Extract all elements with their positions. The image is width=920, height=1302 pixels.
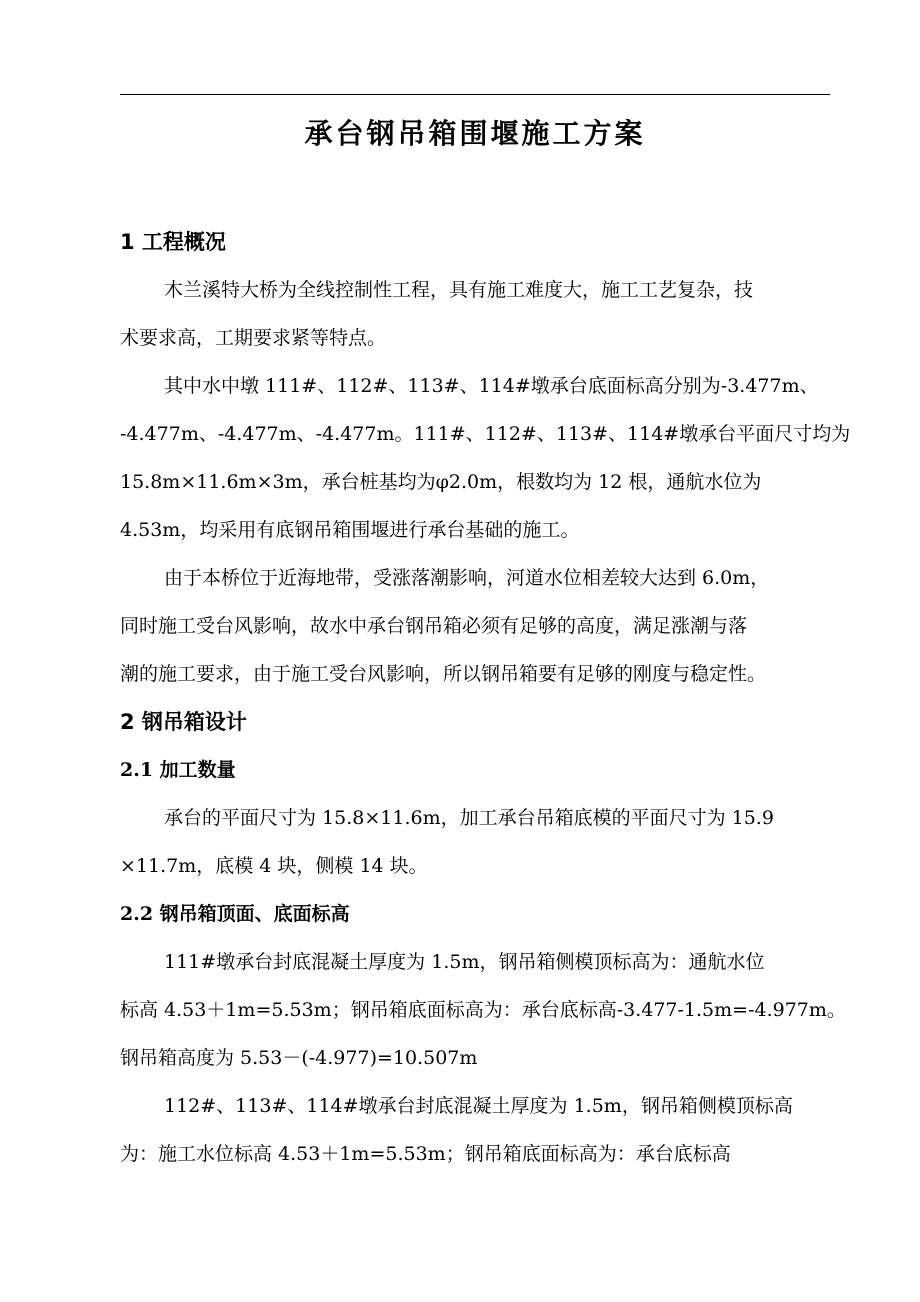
text-line: 112#、113#、114#墩承台封底混凝土厚度为 1.5m，钢吊箱侧模顶标高 bbox=[164, 1095, 793, 1117]
document-title: 承台钢吊箱围堰施工方案 bbox=[304, 117, 646, 150]
text-line: 为：施工水位标高 4.53＋1m=5.53m；钢吊箱底面标高为：承台底标高 bbox=[120, 1143, 731, 1165]
text-line: 标高 4.53＋1m=5.53m；钢吊箱底面标高为：承台底标高-3.477-1.5m=-4.977m。 bbox=[120, 999, 846, 1021]
text-line: ×11.7m，底模 4 块，侧模 14 块。 bbox=[120, 855, 428, 877]
subsection-heading-quantity: 2.1 加工数量 bbox=[120, 759, 236, 781]
text-line: -4.477m、-4.477m、-4.477m。111#、112#、113#、114#墩承台平面尺寸均为 bbox=[120, 423, 851, 445]
subsection-heading-elevation: 2.2 钢吊箱顶面、底面标高 bbox=[120, 903, 350, 925]
section-heading-overview: 1 工程概况 bbox=[120, 230, 226, 254]
paragraph-quantity bbox=[120, 794, 832, 890]
paragraph-elevation-111 bbox=[120, 938, 846, 1082]
paragraph-elevation-112-114 bbox=[120, 1082, 832, 1178]
text-line: 4.53m，均采用有底钢吊箱围堰进行承台基础的施工。 bbox=[120, 519, 580, 541]
text-line: 木兰溪特大桥为全线控制性工程，具有施工难度大，施工工艺复杂，技 bbox=[164, 279, 754, 301]
text-line: 由于本桥位于近海地带，受涨落潮影响，河道水位相差较大达到 6.0m， bbox=[164, 567, 770, 589]
text-line: 潮的施工要求，由于施工受台风影响，所以钢吊箱要有足够的刚度与稳定性。 bbox=[120, 663, 767, 685]
text-line: 其中水中墩 111#、112#、113#、114#墩承台底面标高分别为-3.477m、 bbox=[164, 375, 819, 397]
text-line: 111#墩承台封底混凝土厚度为 1.5m，钢吊箱侧模顶标高为：通航水位 bbox=[164, 951, 765, 973]
text-line: 钢吊箱高度为 5.53－(-4.977)=10.507m bbox=[120, 1047, 478, 1069]
header-rule bbox=[120, 94, 830, 95]
text-line: 术要求高，工期要求紧等特点。 bbox=[120, 327, 387, 349]
paragraph-overview-intro bbox=[120, 266, 832, 362]
section-heading-design: 2 钢吊箱设计 bbox=[120, 710, 247, 734]
paragraph-overview-piers bbox=[120, 362, 851, 554]
text-line: 承台的平面尺寸为 15.8×11.6m，加工承台吊箱底模的平面尺寸为 15.9 bbox=[164, 807, 774, 829]
text-line: 15.8m×11.6m×3m，承台桩基均为φ2.0m，根数均为 12 根，通航水位为 bbox=[120, 471, 762, 493]
text-line: 同时施工受台风影响，故水中承台钢吊箱必须有足够的高度，满足涨潮与落 bbox=[120, 615, 748, 637]
document-body bbox=[120, 218, 851, 1178]
paragraph-overview-tides bbox=[120, 554, 832, 698]
